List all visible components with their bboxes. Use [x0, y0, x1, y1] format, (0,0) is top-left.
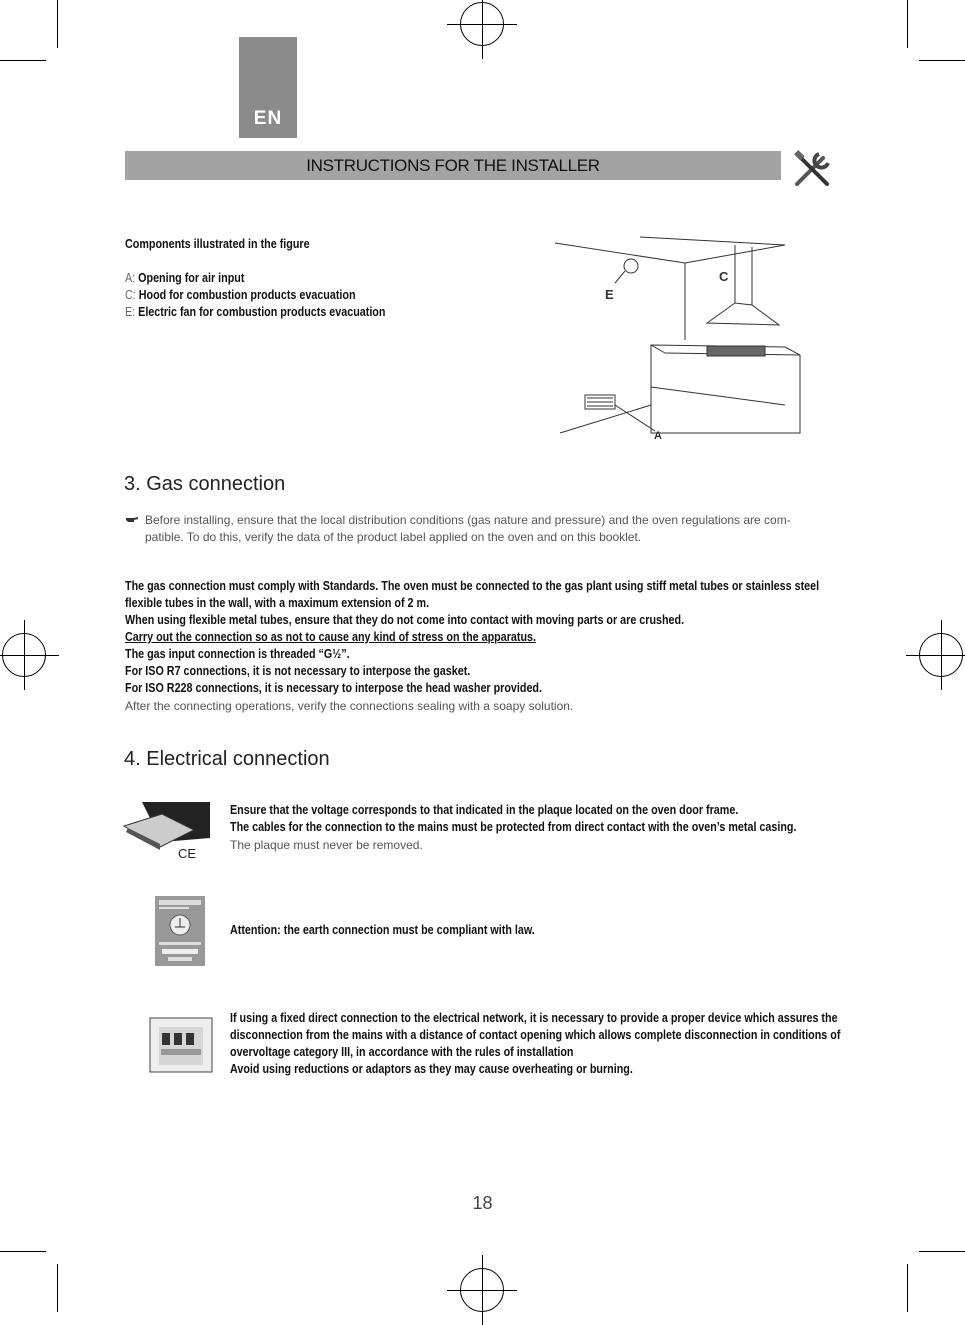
gas-line-underlined: Carry out the connection so as not to cause any kind of stress on the apparatus. — [125, 630, 536, 644]
earth-label-icon — [154, 895, 206, 967]
electrical-line: overvoltage category III, in accordance with the rules of installation — [230, 1045, 574, 1059]
electrical-section-title: 4. Electrical connection — [124, 748, 330, 770]
gas-line: For ISO R7 connections, it is not necessary to interpose the gasket. — [125, 664, 471, 678]
electrical-line: The cables for the connection to the mains must be protected from direct contact with the oven’s metal casing. — [230, 820, 797, 834]
kitchen-installation-figure — [555, 235, 815, 450]
electrical-line: Avoid using reductions or adaptors as they may cause overheating or burning. — [230, 1062, 633, 1076]
circuit-breaker-icon — [149, 1017, 213, 1073]
component-item-c: C: Hood for combustion products evacuation — [125, 288, 356, 302]
gas-line: The gas input connection is threaded “G½”. — [125, 647, 350, 661]
crop-mark — [57, 1264, 58, 1312]
gas-line: flexible tubes in the wall, with a maximum extension of 2 m. — [125, 596, 430, 610]
crop-mark — [919, 1251, 965, 1252]
language-label: EN — [253, 108, 283, 129]
component-item-e: E: Electric fan for combustion products evacuation — [125, 305, 386, 319]
crop-mark — [57, 0, 58, 48]
registration-mark — [919, 633, 963, 677]
component-item-a: A: Opening for air input — [125, 271, 245, 285]
registration-mark — [460, 1268, 504, 1312]
oven-plaque-icon — [122, 800, 212, 862]
crop-mark — [0, 1251, 46, 1252]
crop-mark — [907, 0, 908, 48]
figure-label-e: E — [605, 287, 614, 302]
gas-note-line-2: patible. To do this, verify the data of the product label applied on the oven and on this booklet. — [145, 530, 642, 544]
figure-label-a: A — [654, 430, 662, 442]
section-header-bar — [125, 151, 781, 180]
header-title: INSTRUCTIONS FOR THE INSTALLER — [306, 156, 600, 175]
electrical-line: Ensure that the voltage corresponds to that indicated in the plaque located on the oven door frame. — [230, 803, 739, 817]
crop-mark — [907, 1264, 908, 1312]
crop-mark — [0, 60, 46, 61]
crop-mark — [919, 60, 965, 61]
electrical-line: disconnection from the mains with a distance of contact opening which allows complete disconnection in conditions of — [230, 1028, 841, 1042]
earth-warning-text: Attention: the earth connection must be compliant with law. — [230, 923, 535, 937]
gas-line: The gas connection must comply with Standards. The oven must be connected to the gas plant using stiff metal tubes or stainless steel — [125, 579, 820, 593]
pointing-hand-icon — [125, 514, 139, 524]
ce-mark: CE — [178, 846, 197, 861]
gas-line: When using flexible metal tubes, ensure that they do not come into contact with moving parts or are crushed. — [125, 613, 685, 627]
registration-mark — [2, 633, 46, 677]
page-number: 18 — [472, 1193, 493, 1213]
gas-line: For ISO R228 connections, it is necessary to interpose the head washer provided. — [125, 681, 542, 695]
gas-line-light: After the connecting operations, verify the connections sealing with a soapy solution. — [125, 699, 574, 713]
electrical-line: If using a fixed direct connection to the electrical network, it is necessary to provide a proper device which assures the — [230, 1011, 838, 1025]
components-heading: Components illustrated in the figure — [125, 237, 310, 251]
registration-mark — [460, 2, 504, 46]
gas-note-line-1: Before installing, ensure that the local distribution conditions (gas nature and pressure) and the oven regulations are com- — [145, 513, 791, 527]
electrical-line-light: The plaque must never be removed. — [230, 838, 423, 852]
tools-icon — [793, 150, 833, 188]
language-tab — [239, 37, 297, 138]
figure-label-c: C — [719, 269, 729, 284]
gas-section-title: 3. Gas connection — [124, 473, 286, 495]
